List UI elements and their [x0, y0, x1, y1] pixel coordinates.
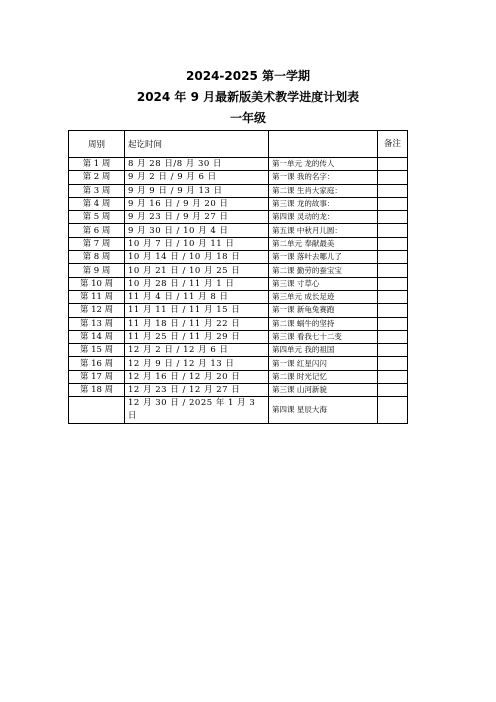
- note-cell: [378, 197, 408, 210]
- lesson-cell: 第三单元 成长足迹: [269, 290, 378, 303]
- lesson-cell: 第二课 勤劳的蚕宝宝: [269, 264, 378, 277]
- week-cell: 第 14 周: [69, 330, 125, 343]
- lesson-cell: 第四单元 我的祖国: [269, 344, 378, 357]
- lesson-cell: 第三课 山河新貌: [269, 384, 378, 397]
- lesson-cell: 第二课 时光记忆: [269, 370, 378, 383]
- time-cell: 9 月 23 日 / 9 月 27 日: [125, 211, 269, 224]
- note-cell: [378, 330, 408, 343]
- table-row: [69, 277, 408, 290]
- time-cell: 10 月 28 日 / 11 月 1 日: [125, 277, 269, 290]
- week-cell: 第 9 周: [69, 264, 125, 277]
- week-cell: 第 6 周: [69, 224, 125, 237]
- lesson-cell: 第三课 寸草心: [269, 277, 378, 290]
- table-body: [69, 158, 408, 424]
- time-cell: 12 月 30 日 / 2025 年 1 月 3 日: [125, 397, 269, 424]
- week-cell: 第 12 周: [69, 304, 125, 317]
- grade-title: 一年级: [229, 111, 266, 125]
- table-row: [69, 197, 408, 210]
- week-cell: 第 7 周: [69, 237, 125, 250]
- table-row: [69, 384, 408, 397]
- lesson-cell: 第一课 新龟兔赛跑: [269, 304, 378, 317]
- lesson-cell: 第二课 生肖大家庭：: [269, 184, 378, 197]
- table-row: [69, 317, 408, 330]
- time-cell: 11 月 18 日 / 11 月 22 日: [125, 317, 269, 330]
- note-cell: [378, 397, 408, 424]
- time-cell: 10 月 14 日 / 10 月 18 日: [125, 251, 269, 264]
- time-cell: 9 月 30 日 / 10 月 4 日: [125, 224, 269, 237]
- time-cell: 12 月 2 日 / 12 月 6 日: [125, 344, 269, 357]
- lesson-cell: 第四课 星辰大海: [269, 397, 378, 424]
- week-cell: 第 4 周: [69, 197, 125, 210]
- week-cell: 第 15 周: [69, 344, 125, 357]
- table-row: [69, 330, 408, 343]
- time-cell: 10 月 21 日 / 10 月 25 日: [125, 264, 269, 277]
- table-row: [69, 211, 408, 224]
- week-cell: 第 13 周: [69, 317, 125, 330]
- note-cell: [378, 344, 408, 357]
- note-cell: [378, 357, 408, 370]
- time-cell: 11 月 11 日 / 11 月 15 日: [125, 304, 269, 317]
- note-cell: [378, 237, 408, 250]
- column-header-lesson: [269, 131, 378, 158]
- table-row: [69, 158, 408, 171]
- schedule-table: [68, 130, 408, 424]
- note-cell: [378, 158, 408, 171]
- note-cell: [378, 171, 408, 184]
- note-cell: [378, 264, 408, 277]
- table-row: [69, 224, 408, 237]
- lesson-cell: 第三课 龙的故事：: [269, 197, 378, 210]
- time-cell: 9 月 16 日 / 9 月 20 日: [125, 197, 269, 210]
- lesson-cell: 第三课 看我七十二变: [269, 330, 378, 343]
- table-header-row: [69, 131, 408, 158]
- time-cell: 9 月 9 日 / 9 月 13 日: [125, 184, 269, 197]
- week-cell: 第 17 周: [69, 370, 125, 383]
- table-row: [69, 304, 408, 317]
- table-row: [69, 290, 408, 303]
- note-cell: [378, 224, 408, 237]
- table-row: [69, 264, 408, 277]
- week-cell: 第 5 周: [69, 211, 125, 224]
- note-cell: [378, 251, 408, 264]
- lesson-cell: 第二课 蜗牛的坚持: [269, 317, 378, 330]
- table-row: [69, 370, 408, 383]
- week-cell: 第 10 周: [69, 277, 125, 290]
- lesson-cell: 第二单元 奉献最美: [269, 237, 378, 250]
- time-cell: 10 月 7 日 / 10 月 11 日: [125, 237, 269, 250]
- week-cell: 第 2 周: [69, 171, 125, 184]
- note-cell: [378, 290, 408, 303]
- table-row: [69, 171, 408, 184]
- table-row: [69, 357, 408, 370]
- note-cell: [378, 211, 408, 224]
- week-cell: 第 11 周: [69, 290, 125, 303]
- table-row: [69, 251, 408, 264]
- note-cell: [378, 184, 408, 197]
- table-row: [69, 344, 408, 357]
- time-cell: 8 月 28 日/8 月 30 日: [125, 158, 269, 171]
- time-cell: 12 月 16 日 / 12 月 20 日: [125, 370, 269, 383]
- table-row: [69, 397, 408, 424]
- table-row: [69, 184, 408, 197]
- lesson-cell: 第一课 落叶去哪儿了: [269, 251, 378, 264]
- note-cell: [378, 384, 408, 397]
- week-cell: 第 1 周: [69, 158, 125, 171]
- column-header-week: 周别: [69, 131, 125, 158]
- week-cell: 第 16 周: [69, 357, 125, 370]
- plan-title: 2024 年 9 月最新版美术教学进度计划表: [136, 90, 360, 104]
- table-row: [69, 237, 408, 250]
- time-cell: 11 月 25 日 / 11 月 29 日: [125, 330, 269, 343]
- lesson-cell: 第一单元 龙的传人: [269, 158, 378, 171]
- time-cell: 11 月 4 日 / 11 月 8 日: [125, 290, 269, 303]
- semester-title: 2024-2025 第一学期: [186, 69, 310, 83]
- note-cell: [378, 370, 408, 383]
- time-cell: 12 月 23 日 / 12 月 27 日: [125, 384, 269, 397]
- week-cell: 第 8 周: [69, 251, 125, 264]
- week-cell: 第 3 周: [69, 184, 125, 197]
- note-cell: [378, 304, 408, 317]
- time-cell: 9 月 2 日 / 9 月 6 日: [125, 171, 269, 184]
- week-cell: [69, 397, 125, 424]
- lesson-cell: 第四课 灵动的龙：: [269, 211, 378, 224]
- column-header-time: 起讫时间: [125, 131, 269, 158]
- lesson-cell: 第一课 我的名字：: [269, 171, 378, 184]
- column-header-note: 备注: [378, 131, 408, 158]
- time-cell: 12 月 9 日 / 12 月 13 日: [125, 357, 269, 370]
- week-cell: 第 18 周: [69, 384, 125, 397]
- lesson-cell: 第五课 中秋月儿圆：: [269, 224, 378, 237]
- lesson-cell: 第一课 红星闪闪: [269, 357, 378, 370]
- note-cell: [378, 277, 408, 290]
- note-cell: [378, 317, 408, 330]
- document-header: [0, 66, 496, 128]
